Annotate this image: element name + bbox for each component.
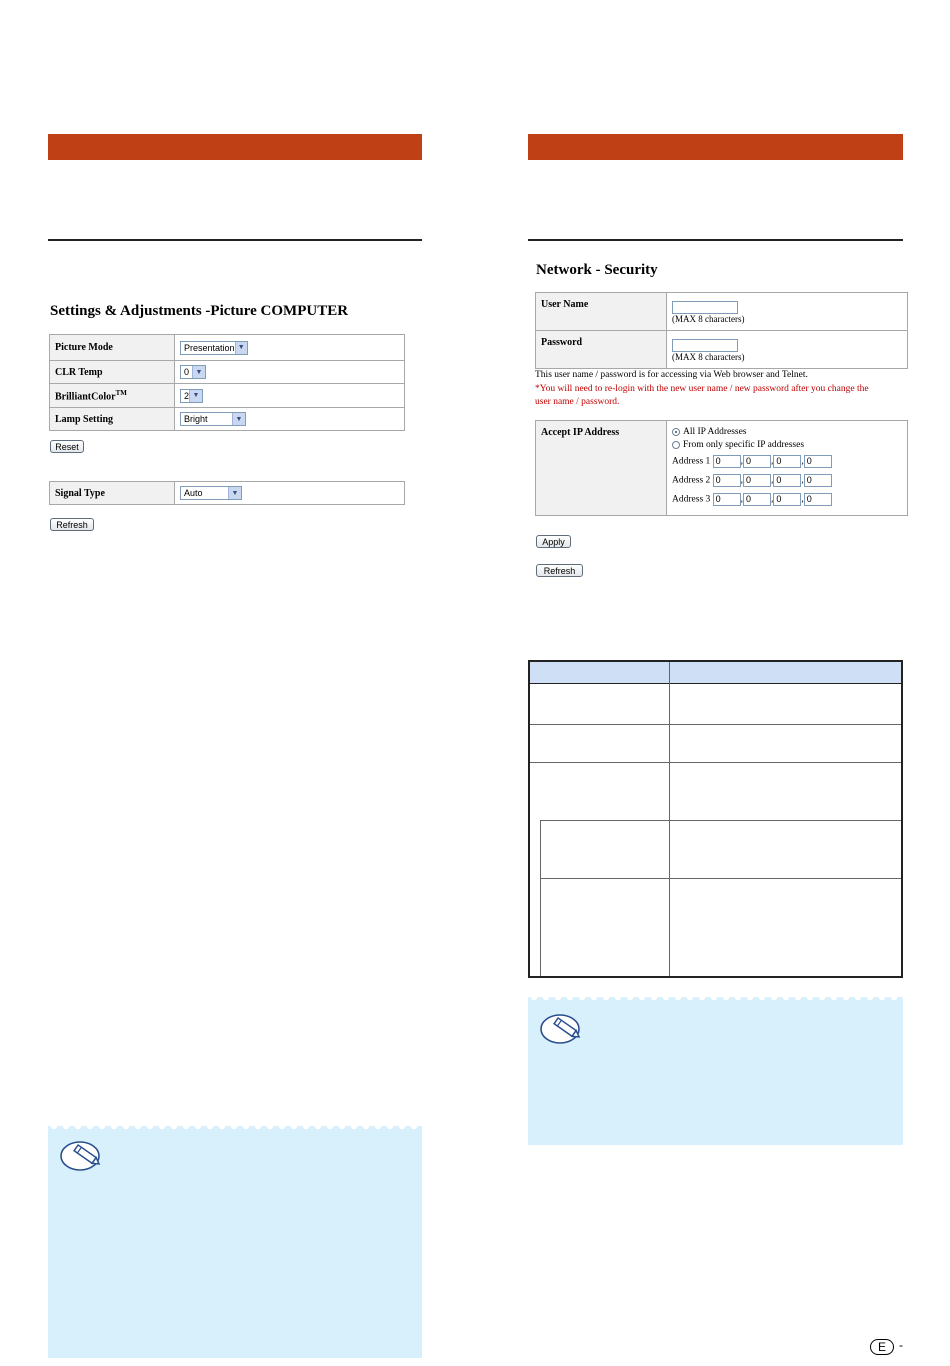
password-hint: (MAX 8 characters) xyxy=(672,352,745,362)
ip-octet-input[interactable]: 0 xyxy=(743,474,771,487)
left-refresh-button[interactable]: Refresh xyxy=(50,518,94,531)
clr-temp-label: CLR Temp xyxy=(50,361,175,384)
brilliantcolor-cell xyxy=(175,384,405,408)
accept-ip-label: Accept IP Address xyxy=(536,421,667,516)
password-input[interactable] xyxy=(672,339,738,352)
access-info-text: This user name / password is for accessing via Web browser and Telnet. xyxy=(535,370,808,380)
right-note-box xyxy=(528,997,903,1145)
right-divider xyxy=(528,239,903,241)
row-divider xyxy=(540,878,901,879)
password-cell xyxy=(667,331,908,369)
chevron-down-icon: ▼ xyxy=(192,366,205,378)
radio-specific-row[interactable] xyxy=(672,439,902,452)
brilliantcolor-select[interactable] xyxy=(180,389,203,403)
ip-octet-input[interactable]: 0 xyxy=(804,455,832,468)
table-header-row xyxy=(530,662,901,684)
chevron-down-icon: ▼ xyxy=(228,487,241,499)
pencil-icon xyxy=(540,1009,586,1045)
row-divider xyxy=(530,724,901,725)
lamp-setting-cell xyxy=(175,408,405,431)
picture-settings-table xyxy=(49,334,405,431)
left-note-box xyxy=(48,1126,422,1358)
address-label: Address 2 xyxy=(672,475,711,486)
address-label: Address 3 xyxy=(672,494,711,505)
chevron-down-icon: ▼ xyxy=(235,342,247,354)
picture-mode-label: Picture Mode xyxy=(50,335,175,361)
settings-description-table xyxy=(528,660,903,978)
radio-all-row[interactable] xyxy=(672,426,902,439)
user-name-cell xyxy=(667,293,908,331)
radio-all-label: All IP Addresses xyxy=(683,427,747,437)
picture-mode-cell xyxy=(175,335,405,361)
signal-type-table xyxy=(49,481,405,505)
signal-type-value: Auto xyxy=(184,488,203,498)
brilliantcolor-label xyxy=(50,384,175,408)
ip-octet-input[interactable]: 0 xyxy=(713,493,741,506)
user-name-hint: (MAX 8 characters) xyxy=(672,314,745,324)
address-row-3: Address 3 0 , 0 , 0 , 0 xyxy=(672,493,902,512)
address-row-2: Address 2 0 , 0 , 0 , 0 xyxy=(672,474,902,493)
lamp-setting-value: Bright xyxy=(184,414,208,424)
trademark-sup: TM xyxy=(115,388,127,397)
radio-unselected-icon[interactable] xyxy=(672,441,680,449)
ip-octet-input[interactable]: 0 xyxy=(713,474,741,487)
clr-temp-value: 0 xyxy=(184,367,190,377)
picture-mode-value: Presentation xyxy=(184,342,235,353)
warning-line-2: user name / password. xyxy=(535,397,620,407)
ip-octet-input[interactable]: 0 xyxy=(743,455,771,468)
address-label: Address 1 xyxy=(672,456,711,467)
column-divider xyxy=(669,662,670,976)
ip-octet-input[interactable]: 0 xyxy=(773,455,801,468)
right-refresh-button[interactable]: Refresh xyxy=(536,564,583,577)
left-screen-title: Settings & Adjustments -Picture COMPUTER xyxy=(50,303,349,319)
page-dash: - xyxy=(899,1338,903,1352)
lamp-setting-label: Lamp Setting xyxy=(50,408,175,431)
left-divider xyxy=(48,239,422,241)
warning-line-1: *You will need to re-login with the new user name / new password after you change the xyxy=(535,384,869,394)
signal-type-cell xyxy=(175,482,405,505)
radio-selected-icon[interactable] xyxy=(672,428,680,436)
ip-octet-input[interactable]: 0 xyxy=(743,493,771,506)
chevron-down-icon: ▼ xyxy=(189,390,202,402)
ip-octet-input[interactable]: 0 xyxy=(773,474,801,487)
user-name-input[interactable] xyxy=(672,301,738,314)
right-screen-title: Network - Security xyxy=(536,262,658,278)
ip-octet-input[interactable]: 0 xyxy=(804,493,832,506)
row-divider xyxy=(540,820,901,821)
ip-octet-input[interactable]: 0 xyxy=(804,474,832,487)
brilliantcolor-label-text: BrilliantColor xyxy=(55,391,116,403)
signal-type-label: Signal Type xyxy=(50,482,175,505)
radio-specific-label: From only specific IP addresses xyxy=(683,440,805,450)
clr-temp-select[interactable] xyxy=(180,365,206,379)
indent-divider xyxy=(540,820,541,976)
ip-octet-input[interactable]: 0 xyxy=(713,455,741,468)
language-e-badge xyxy=(870,1339,894,1355)
accept-ip-table xyxy=(535,420,908,516)
row-divider xyxy=(530,762,901,763)
pencil-icon xyxy=(60,1136,106,1172)
picture-mode-select[interactable] xyxy=(180,341,248,355)
e-badge-text: E xyxy=(877,1340,886,1354)
credentials-table xyxy=(535,292,908,369)
signal-type-select[interactable] xyxy=(180,486,242,500)
accept-ip-cell xyxy=(667,421,908,516)
reset-button[interactable]: Reset xyxy=(50,440,84,453)
apply-button[interactable]: Apply xyxy=(536,535,571,548)
user-name-label: User Name xyxy=(536,293,667,331)
address-row-1: Address 1 0 , 0 , 0 , 0 xyxy=(672,455,902,474)
left-section-bar xyxy=(48,134,422,160)
ip-octet-input[interactable]: 0 xyxy=(773,493,801,506)
brilliantcolor-value: 2 xyxy=(184,390,190,401)
password-label: Password xyxy=(536,331,667,369)
clr-temp-cell xyxy=(175,361,405,384)
chevron-down-icon: ▼ xyxy=(232,413,245,425)
right-section-bar xyxy=(528,134,903,160)
lamp-setting-select[interactable] xyxy=(180,412,246,426)
